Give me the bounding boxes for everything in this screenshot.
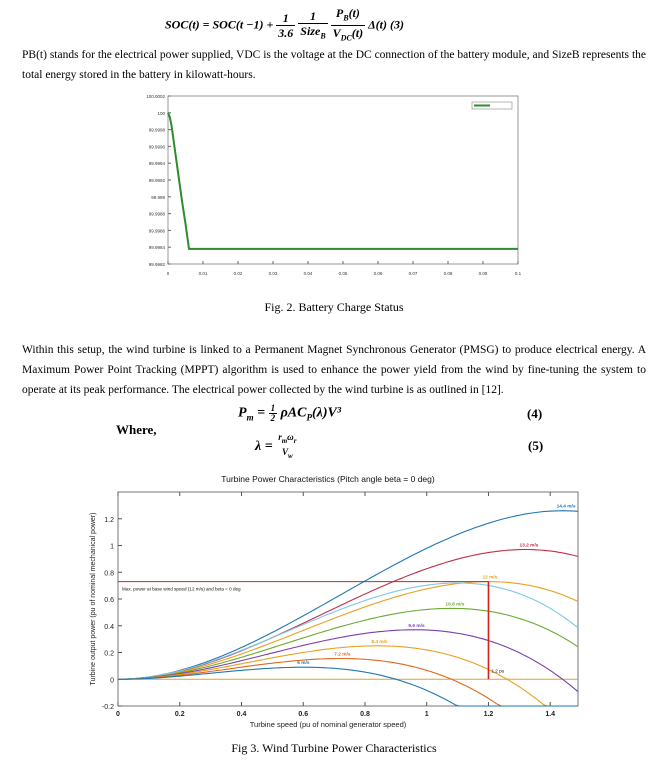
fig2-caption: Fig. 2. Battery Charge Status — [264, 300, 404, 314]
series-label: 12 m/s — [482, 575, 498, 581]
series-label: 6 m/s — [297, 661, 310, 667]
y-tick-label: 99.999 — [151, 194, 165, 200]
x-tick-label: 0.01 — [198, 271, 208, 276]
x-tick-label: 0 — [166, 271, 170, 276]
y-tick-label: -0.2 — [101, 704, 114, 711]
equation-3-tail: Δ(t) (3) — [368, 17, 404, 32]
battery-soc-chart — [130, 92, 530, 292]
chart-title: Turbine Power Characteristics (Pitch angle beta = 0 deg) — [221, 474, 435, 484]
y-tick-label: 100 — [157, 110, 165, 116]
x-axis-label: Turbine speed (pu of nominal generator speed) — [249, 720, 407, 729]
series-label: 8.4 m/s — [371, 639, 388, 645]
y-tick-label: 99.9996 — [148, 144, 165, 150]
x-tick-label: 0.4 — [236, 711, 247, 718]
x-tick-label: 0.05 — [338, 271, 348, 276]
y-tick-label: 0.4 — [104, 623, 114, 631]
paragraph-2: Within this setup, the wind turbine is linked to a Permanent Magnet Synchronous Generator (PMSG) to produce electrical energy. A Maximum Power Point Tracking (MPPT) algorithm is used to enhance the power yield from the wind by fine-tuning the system to operate at its peak performance. The electrical power collected by the wind turbine is as outlined in [12]. — [22, 344, 646, 396]
x-tick-label: 0.8 — [360, 711, 370, 718]
series-label: 9.6 m/s — [408, 623, 425, 629]
plot-frame — [168, 96, 518, 264]
y-tick-label: 0.6 — [104, 597, 114, 604]
x-tick-label: 0.6 — [298, 711, 309, 718]
x-tick-label: 0.08 — [443, 271, 453, 276]
equation-3-fraction-2: $\frac{1}{Size_B}$ — [300, 8, 326, 41]
equation-4-number: (4) — [527, 406, 543, 421]
x-tick-label: 1.4 — [545, 711, 556, 718]
y-tick-label: 99.9986 — [148, 228, 165, 234]
paragraph-1: PB(t) stands for the electrical power supplied, VDC is the voltage at the DC connection of the battery module, and SizeB represents the total energy stored in the battery in kilowatt-hours. — [22, 49, 646, 81]
y-tick-label: 1.2 — [104, 516, 114, 524]
equation-5: λ = $r_m\omega_r$ $V_w$ — [255, 432, 297, 460]
x-tick-label: 0.06 — [373, 271, 383, 276]
y-tick-label: 99.9988 — [148, 211, 165, 217]
fig3-caption: Fig 3. Wind Turbine Power Characteristics — [231, 741, 437, 755]
x-tick-label: 0.02 — [233, 271, 243, 276]
equation-3 — [165, 6, 404, 43]
y-tick-label: 0.2 — [104, 650, 114, 658]
y-tick-label: 99.9994 — [148, 161, 165, 167]
wind-turbine-power-chart — [86, 470, 584, 732]
x-tick-label: 0.03 — [268, 271, 278, 276]
x-tick-label: 1.2 — [483, 711, 494, 718]
y-tick-label: 99.9984 — [148, 245, 165, 251]
x-tick-label: 0.2 — [174, 711, 185, 718]
y-tick-label: 100.0002 — [146, 94, 165, 99]
y-tick-label: 0.8 — [104, 570, 114, 578]
y-axis-label: Turbine output power (pu of nominal mechanical power) — [90, 512, 97, 686]
series-label: 7.2 m/s — [334, 652, 351, 658]
equation-5-number: (5) — [528, 438, 544, 453]
max-power-label: Max. power at base wind speed (12 m/s) and beta = 0 deg — [122, 586, 241, 592]
y-tick-label: 99.9982 — [148, 262, 165, 267]
series-label: 10.8 m/s — [445, 602, 465, 608]
y-tick-label: 1 — [110, 543, 114, 551]
y-tick-label: 99.9998 — [148, 127, 165, 133]
equation-3-fraction-1: $\frac{1}{3.6}$ — [278, 11, 294, 41]
x-tick-label: 0.1 — [514, 271, 522, 276]
pu-label: 1.2 pu — [491, 668, 505, 674]
x-tick-label: 0.07 — [408, 271, 418, 276]
x-tick-label: 0 — [116, 711, 120, 718]
series-label: 13.2 m/s — [519, 543, 539, 549]
y-tick-label: 0 — [110, 677, 114, 685]
x-tick-label: 1 — [424, 711, 429, 718]
equation-3-fraction-3: $\frac{P_B(t)}{V_{DC}(t)}$ — [332, 6, 364, 43]
equation-3-lhs: SOC(t) = SOC(t −1) + — [165, 17, 274, 32]
where-label: Where, — [116, 422, 157, 437]
y-tick-label: 99.9992 — [148, 178, 165, 183]
equation-4: $P_m$ = $\frac{1}{2}$ ρAC$_P$(λ)V³ — [238, 403, 342, 423]
x-tick-label: 0.04 — [303, 271, 313, 276]
x-tick-label: 0.09 — [478, 271, 488, 276]
series-label: 14.4 m/s — [556, 504, 576, 510]
